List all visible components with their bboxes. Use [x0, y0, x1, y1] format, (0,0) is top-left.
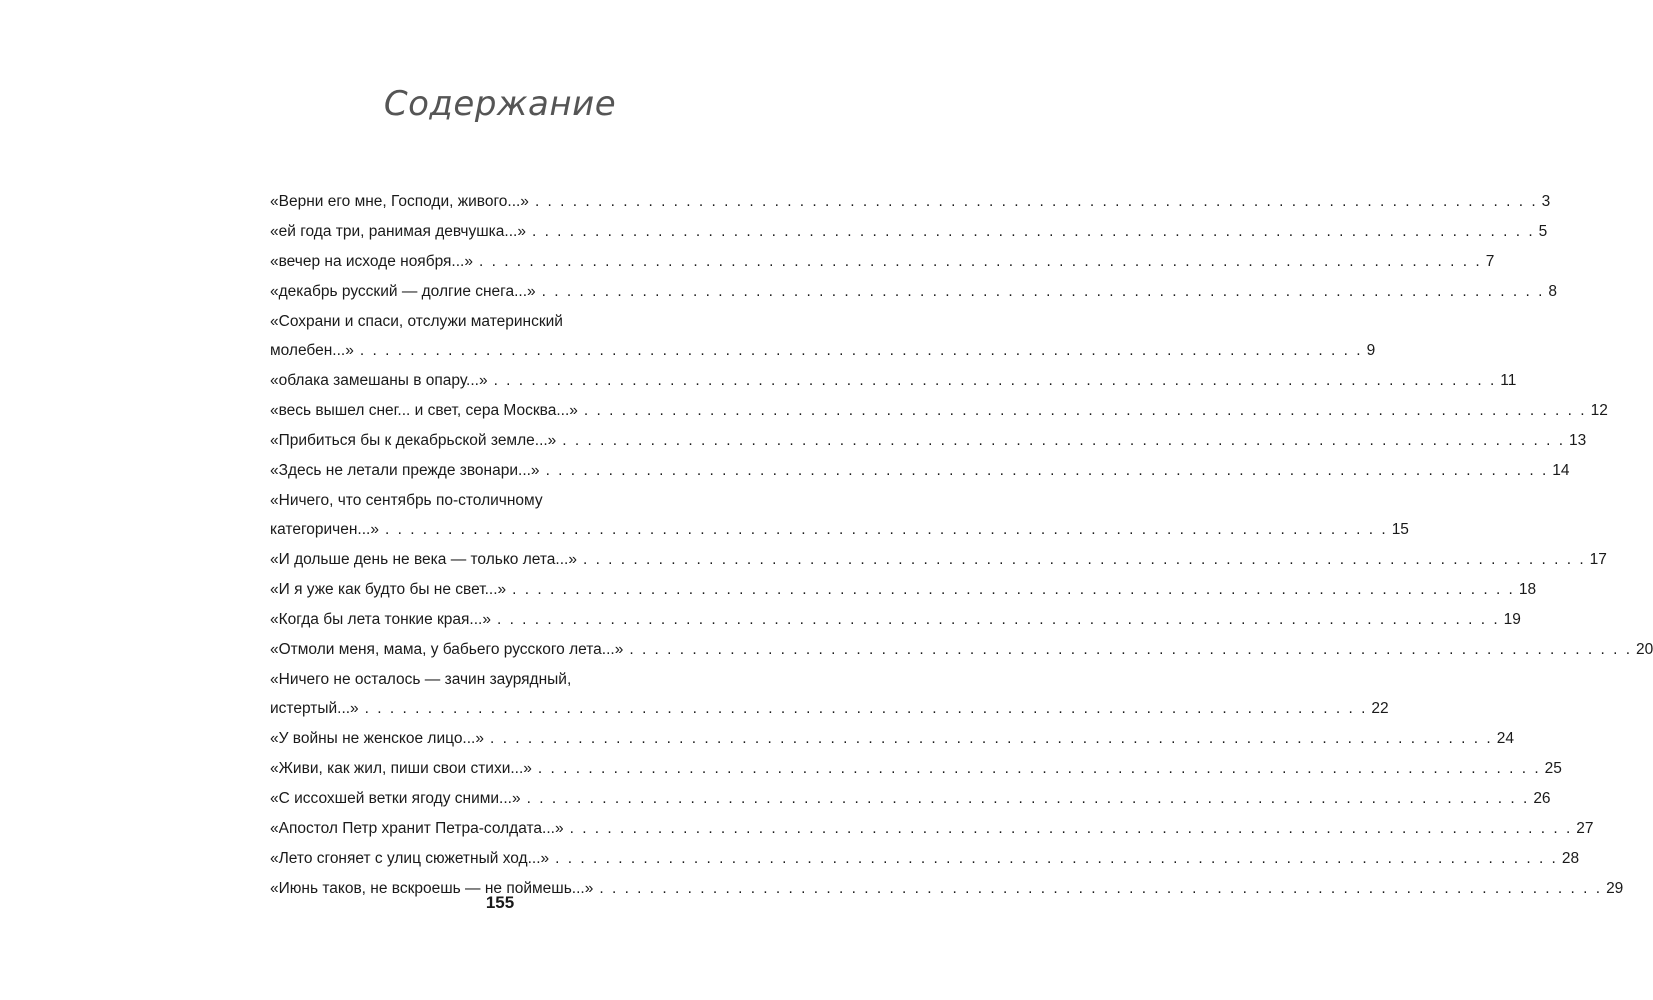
toc-entry-page: 24 [1496, 730, 1514, 747]
toc-entry [270, 758, 1562, 780]
toc-entry-page: 5 [1538, 223, 1548, 240]
dot-leader: . . . . . . . . . . . . . . . . . . . . . . . . . . . . . . . . . . . . . . . . . . . . . . . . . . . . . . . . . . . . . . . . . . . . . . . . . . . . . . . . [582, 551, 1586, 568]
toc-entry-line [270, 519, 1409, 541]
toc-entry [270, 848, 1580, 870]
toc-entry-line [270, 221, 1548, 243]
toc-entry-line [270, 191, 1551, 213]
page-number: 155 [485, 893, 515, 912]
toc-entry-page: 3 [1541, 193, 1551, 210]
dot-leader: . . . . . . . . . . . . . . . . . . . . . . . . . . . . . . . . . . . . . . . . . . . . . . . . . . . . . . . . . . . . . . . . . . . . . . . . . . . . . . . . [493, 372, 1497, 389]
dot-leader: . . . . . . . . . . . . . . . . . . . . . . . . . . . . . . . . . . . . . . . . . . . . . . . . . . . . . . . . . . . . . . . . . . . . . . . . . . . . . . . . [531, 223, 1535, 240]
toc-entry-line [270, 400, 1608, 422]
dot-leader: . . . . . . . . . . . . . . . . . . . . . . . . . . . . . . . . . . . . . . . . . . . . . . . . . . . . . . . . . . . . . . . . . . . . . . . . . . . . . . . . [359, 342, 1363, 359]
toc-entry-title: «И дольше день не века — только лета...» [270, 551, 577, 568]
toc-entry-line [270, 340, 1376, 362]
toc-entry-page: 7 [1485, 253, 1495, 270]
toc-entry-page: 8 [1548, 283, 1557, 300]
dot-leader: . . . . . . . . . . . . . . . . . . . . . . . . . . . . . . . . . . . . . . . . . . . . . . . . . . . . . . . . . . . . . . . . . . . . . . . . . . . . . . . . [364, 700, 1368, 717]
toc-entry-title: истертый...» [270, 700, 359, 717]
toc-entry [270, 400, 1608, 422]
toc-entry-page: 27 [1576, 820, 1594, 837]
toc-entry [270, 669, 1389, 720]
toc-entry [270, 549, 1607, 571]
dot-leader: . . . . . . . . . . . . . . . . . . . . . . . . . . . . . . . . . . . . . . . . . . . . . . . . . . . . . . . . . . . . . . . . . . . . . . . . . . . . . . . . [629, 641, 1633, 658]
toc-entry-line [270, 609, 1521, 631]
toc-entry [270, 788, 1551, 810]
toc-entry [270, 311, 1376, 362]
dot-leader: . . . . . . . . . . . . . . . . . . . . . . . . . . . . . . . . . . . . . . . . . . . . . . . . . . . . . . . . . . . . . . . . . . . . . . . . . . . . . . . . [555, 850, 1558, 867]
toc-entry-title: «Когда бы лета тонкие края...» [270, 611, 491, 628]
toc-entry-line [270, 579, 1537, 601]
toc-entry-title: «декабрь русский — долгие снега...» [270, 283, 536, 300]
toc-entry-line [270, 460, 1570, 482]
toc-entry-line [270, 728, 1514, 750]
toc-entry-title: «Здесь не летали прежде звонари...» [270, 462, 540, 479]
toc-entry-page: 11 [1500, 372, 1517, 389]
toc-entry-title: «вечер на исходе ноября...» [270, 253, 473, 270]
toc-entry-page: 29 [1606, 880, 1624, 897]
dot-leader: . . . . . . . . . . . . . . . . . . . . . . . . . . . . . . . . . . . . . . . . . . . . . . . . . . . . . . . . . . . . . . . . . . . . . . . . . . . . . . . . [489, 730, 1493, 747]
toc-entry-title: «Апостол Петр хранит Петра-солдата...» [270, 820, 564, 837]
toc-entry-title-line: «Сохрани и спаси, отслужи материнский [270, 313, 563, 330]
toc-entry-title: «Прибиться бы к декабрьской земле...» [270, 432, 557, 449]
toc-entry-line [270, 639, 1653, 661]
toc-entry-page: 13 [1569, 432, 1587, 449]
toc-entry [270, 579, 1537, 601]
toc-entry-line [270, 549, 1607, 571]
toc-entry-page: 14 [1552, 462, 1570, 479]
toc-entry [270, 490, 1409, 541]
toc-entry-title: «ей года три, ранимая девчушка...» [270, 223, 526, 240]
toc-entry-line [270, 281, 1557, 303]
toc-entry [270, 728, 1514, 750]
toc-entry-line [270, 758, 1562, 780]
toc-entry-page: 9 [1366, 342, 1376, 359]
toc-entry-line [270, 818, 1594, 840]
toc-entry-line [270, 430, 1587, 452]
toc-entry-line [270, 251, 1495, 273]
toc-entry-title: «Лето сгоняет с улиц сюжетный ход...» [270, 850, 550, 867]
toc-entry-page: 20 [1636, 641, 1653, 658]
toc-entry-page: 17 [1589, 551, 1607, 568]
toc-entry-page: 18 [1518, 581, 1537, 598]
toc-entry [270, 221, 1548, 243]
toc-entry [270, 370, 1517, 392]
dot-leader: . . . . . . . . . . . . . . . . . . . . . . . . . . . . . . . . . . . . . . . . . . . . . . . . . . . . . . . . . . . . . . . . . . . . . . . . . . . . . . . . [496, 611, 1500, 628]
toc-entry-line [270, 370, 1517, 392]
dot-leader: . . . . . . . . . . . . . . . . . . . . . . . . . . . . . . . . . . . . . . . . . . . . . . . . . . . . . . . . . . . . . . . . . . . . . . . . . . . . . . . . [534, 193, 1538, 210]
toc-entry [270, 251, 1495, 273]
dot-leader: . . . . . . . . . . . . . . . . . . . . . . . . . . . . . . . . . . . . . . . . . . . . . . . . . . . . . . . . . . . . . . . . . . . . . . . . . . . . . . . . [545, 462, 1549, 479]
toc-entry-title: «Отмоли меня, мама, у бабьего русского лета...» [270, 641, 624, 658]
toc-entry-title: «Июнь таков, не вскроешь — не поймешь...» [270, 880, 594, 897]
dot-leader: . . . . . . . . . . . . . . . . . . . . . . . . . . . . . . . . . . . . . . . . . . . . . . . . . . . . . . . . . . . . . . . . . . . . . . . . . . . . . . . . [384, 521, 1388, 538]
dot-leader: . . . . . . . . . . . . . . . . . . . . . . . . . . . . . . . . . . . . . . . . . . . . . . . . . . . . . . . . . . . . . . . . . . . . . . . . . . . . . . . . [478, 253, 1482, 270]
toc-entry-page: 26 [1533, 790, 1551, 807]
toc-entry-title: «С иссохшей ветки ягоду сними...» [270, 790, 521, 807]
dot-leader: . . . . . . . . . . . . . . . . . . . . . . . . . . . . . . . . . . . . . . . . . . . . . . . . . . . . . . . . . . . . . . . . . . . . . . . . . . . . . . . . [541, 283, 1545, 300]
dot-leader: . . . . . . . . . . . . . . . . . . . . . . . . . . . . . . . . . . . . . . . . . . . . . . . . . . . . . . . . . . . . . . . . . . . . . . . . . . . . . . . . [537, 760, 1541, 777]
toc-entry-title: «весь вышел снег... и свет, сера Москва...» [270, 402, 578, 419]
toc-entry-page: 19 [1503, 611, 1521, 628]
toc-entry-line [270, 848, 1580, 870]
toc-entry-title: «облака замешаны в опару...» [270, 372, 488, 389]
dot-leader: . . . . . . . . . . . . . . . . . . . . . . . . . . . . . . . . . . . . . . . . . . . . . . . . . . . . . . . . . . . . . . . . . . . . . . . . . . . . . . . . [562, 432, 1566, 449]
toc-entry-title: «Верни его мне, Господи, живого...» [270, 193, 529, 210]
dot-leader: . . . . . . . . . . . . . . . . . . . . . . . . . . . . . . . . . . . . . . . . . . . . . . . . . . . . . . . . . . . . . . . . . . . . . . . . . . . . . . . . [599, 880, 1603, 897]
dot-leader: . . . . . . . . . . . . . . . . . . . . . . . . . . . . . . . . . . . . . . . . . . . . . . . . . . . . . . . . . . . . . . . . . . . . . . . . . . . . . . . . [569, 820, 1573, 837]
toc-entry-line [270, 698, 1389, 720]
toc-entry [270, 281, 1557, 303]
dot-leader: . . . . . . . . . . . . . . . . . . . . . . . . . . . . . . . . . . . . . . . . . . . . . . . . . . . . . . . . . . . . . . . . . . . . . . . . . . . . . . . . [512, 581, 1515, 598]
toc-entry [270, 460, 1570, 482]
toc-entry-title-line: «Ничего, что сентябрь по-столичному [270, 492, 543, 509]
dot-leader: . . . . . . . . . . . . . . . . . . . . . . . . . . . . . . . . . . . . . . . . . . . . . . . . . . . . . . . . . . . . . . . . . . . . . . . . . . . . . . . . [583, 402, 1587, 419]
toc-entry-line [270, 788, 1551, 810]
toc-entry [270, 639, 1653, 661]
toc-entry-title: «Живи, как жил, пиши свои стихи...» [270, 760, 532, 777]
page-title: Содержание [383, 84, 617, 124]
toc-entry-page: 25 [1544, 760, 1562, 777]
toc-entry [270, 191, 1551, 213]
toc-entry-page: 22 [1371, 700, 1389, 717]
dot-leader: . . . . . . . . . . . . . . . . . . . . . . . . . . . . . . . . . . . . . . . . . . . . . . . . . . . . . . . . . . . . . . . . . . . . . . . . . . . . . . . . [526, 790, 1530, 807]
toc-entry-title: «У войны не женское лицо...» [270, 730, 484, 747]
toc-entry [270, 609, 1521, 631]
toc-entry-title: молебен...» [270, 342, 354, 359]
toc-entry-title: категоричен...» [270, 521, 379, 538]
toc-entry [270, 818, 1594, 840]
toc-entry-page: 12 [1590, 402, 1608, 419]
toc-entry [270, 430, 1587, 452]
toc-entry-title-line: «Ничего не осталось — зачин заурядный, [270, 671, 572, 688]
toc-entry-page: 28 [1561, 850, 1580, 867]
toc-entry-page: 15 [1391, 521, 1409, 538]
toc-entry-title: «И я уже как будто бы не свет...» [270, 581, 507, 598]
table-of-contents [270, 191, 1653, 900]
